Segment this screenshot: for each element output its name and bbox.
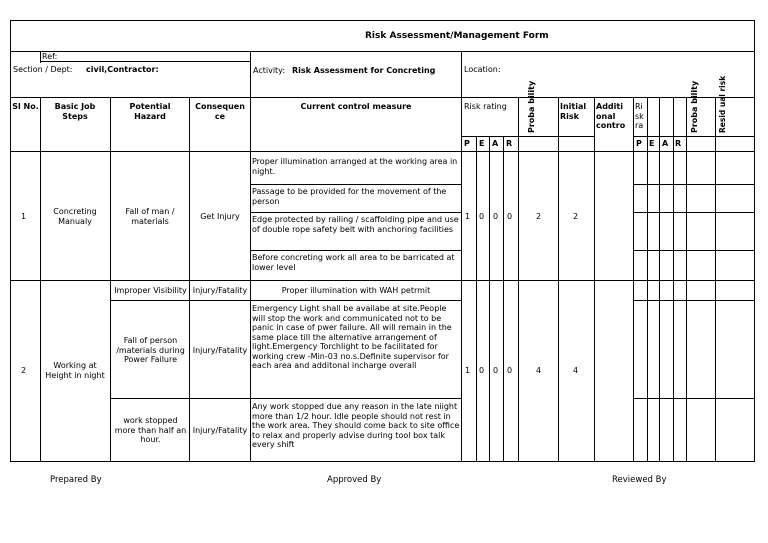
vline-res-e bbox=[659, 97, 660, 462]
row2-consequence-1: Injury/Fatality bbox=[192, 286, 248, 295]
row1-p: 1 bbox=[465, 212, 471, 221]
row2-p: 1 bbox=[465, 366, 471, 375]
col-steps: Basic Job Steps bbox=[54, 102, 96, 121]
col-additional-control: Additi onal contro bbox=[596, 102, 626, 130]
vline-res-r bbox=[686, 97, 687, 462]
row1-step: Concreting Manualy bbox=[53, 207, 97, 226]
row2-control-2: Emergency Light shall be availabe at site.People will stop the work and communicated not to be panic in case of pwer failure. All will remain in the same place till the alternative arrangement of light.Emergency Torchlight to be facilitated for working crew -Min-03 no.s.Definite supervisor for each area and additonal incharge overall bbox=[252, 304, 452, 370]
col-res-e: E bbox=[649, 139, 655, 148]
title-divider bbox=[10, 51, 755, 52]
col-hazard: Potential Hazard bbox=[129, 102, 171, 121]
vline-r bbox=[518, 97, 519, 462]
vline-res-a bbox=[673, 97, 674, 462]
vline-control bbox=[461, 51, 462, 462]
row2-consequence-2: Injury/Fatality bbox=[192, 346, 248, 355]
row2-sub1 bbox=[110, 300, 461, 301]
vline-sl bbox=[40, 97, 41, 462]
row1-res2 bbox=[633, 212, 755, 213]
col-residual-risk: Resid ual risk bbox=[718, 75, 727, 133]
col-p: P bbox=[464, 139, 470, 148]
row1-control-4: Before concreting work all area to be barricated at lower level bbox=[252, 253, 455, 272]
pear-divider-right bbox=[633, 136, 755, 137]
row1-control-3: Edge protected by railing / scaffolding pipe and use of double rope safety belt with anchoring facilities bbox=[252, 215, 459, 234]
vline-a bbox=[503, 136, 504, 462]
row1-sl: 1 bbox=[21, 212, 27, 221]
approved-by: Approved By bbox=[327, 475, 382, 485]
col-initial-risk: Initial Risk bbox=[560, 102, 587, 121]
row1-control-1: Proper illumination arranged at the working area in night. bbox=[252, 157, 458, 176]
row1-initial-risk: 2 bbox=[573, 212, 579, 221]
col-probability-2: Proba bility bbox=[690, 80, 699, 133]
col-probability: Proba bility bbox=[527, 80, 536, 133]
row2-initial-risk: 4 bbox=[573, 366, 579, 375]
col-control: Current control measure bbox=[300, 102, 412, 111]
row2-r: 0 bbox=[507, 366, 513, 375]
risk-form-table bbox=[10, 20, 755, 462]
row2-control-3: Any work stopped due any reason in the late niight more than 1/2 hour. Idle people should not rest in the work area. They should come back to site office to relax and properly advise during tool box talk every shift bbox=[252, 402, 460, 449]
section-label: Section / Dept: bbox=[13, 65, 73, 74]
vline-e bbox=[489, 136, 490, 462]
ref-label: Ref: bbox=[42, 52, 58, 61]
vline-res-prob bbox=[715, 97, 716, 462]
row1-sub1 bbox=[250, 184, 461, 185]
row1-res1 bbox=[633, 184, 755, 185]
ref-divider bbox=[40, 61, 250, 62]
row2-e: 0 bbox=[479, 366, 485, 375]
vline-additional bbox=[633, 97, 634, 462]
row2-hazard-1: Improper Visibility bbox=[114, 286, 187, 295]
row2-probability: 4 bbox=[536, 366, 542, 375]
vline-hazard bbox=[189, 97, 190, 462]
column-header-bottom bbox=[10, 151, 755, 152]
row2-sub2 bbox=[110, 398, 461, 399]
row2-hazard-3: work stopped more than half an hour. bbox=[114, 416, 187, 444]
row2-res1 bbox=[633, 300, 755, 301]
row1-hazard: Fall of man / materials bbox=[125, 207, 175, 226]
row2-res2 bbox=[633, 398, 755, 399]
col-res-r: R bbox=[675, 139, 682, 148]
col-sl: Sl No. bbox=[12, 102, 39, 111]
vline-consequence bbox=[250, 51, 251, 462]
vline-res-p bbox=[647, 97, 648, 462]
section-value: civil,Contractor: bbox=[86, 65, 159, 74]
row2-hazard-2: Fall of person /materials during Power Failure bbox=[116, 336, 185, 364]
col-consequence: Consequen ce bbox=[195, 102, 245, 121]
vline-steps bbox=[110, 97, 111, 462]
activity-value: Risk Assessment for Concreting bbox=[292, 66, 436, 75]
row2-control-1: Proper illumination with WAH petrmit bbox=[281, 286, 431, 295]
col-res-p: P bbox=[636, 139, 642, 148]
row1-sub2 bbox=[250, 212, 461, 213]
row-divider bbox=[10, 280, 755, 281]
col-risk-ra: Ri sk ra bbox=[635, 102, 644, 130]
row2-step: Working at Height in night bbox=[45, 361, 105, 380]
row1-sub3 bbox=[250, 250, 461, 251]
form-title: Risk Assessment/Management Form bbox=[365, 31, 549, 41]
row1-e: 0 bbox=[479, 212, 485, 221]
vline-initial bbox=[594, 97, 595, 462]
prepared-by: Prepared By bbox=[50, 475, 102, 485]
row2-a: 0 bbox=[493, 366, 499, 375]
row1-control-2: Passage to be provided for the movement of the person bbox=[252, 187, 447, 206]
col-r: R bbox=[506, 139, 513, 148]
row1-res3 bbox=[633, 250, 755, 251]
reviewed-by: Reviewed By bbox=[612, 475, 667, 485]
vline-prob bbox=[558, 97, 559, 462]
ref-vline bbox=[40, 51, 41, 63]
activity-label: Activity: bbox=[253, 66, 286, 75]
row1-probability: 2 bbox=[536, 212, 542, 221]
header-divider bbox=[10, 97, 755, 98]
row2-sl: 2 bbox=[21, 366, 27, 375]
pear-divider-left bbox=[461, 136, 594, 137]
vline-p bbox=[476, 136, 477, 462]
row1-a: 0 bbox=[493, 212, 499, 221]
col-a: A bbox=[492, 139, 499, 148]
col-res-a: A bbox=[662, 139, 669, 148]
location-label: Location: bbox=[464, 65, 501, 74]
row2-consequence-3: Injury/Fatality bbox=[192, 426, 248, 435]
col-e: E bbox=[479, 139, 485, 148]
row1-consequence: Get Injury bbox=[200, 212, 240, 221]
row1-r: 0 bbox=[507, 212, 513, 221]
col-risk-rating: Risk rating bbox=[464, 102, 507, 111]
